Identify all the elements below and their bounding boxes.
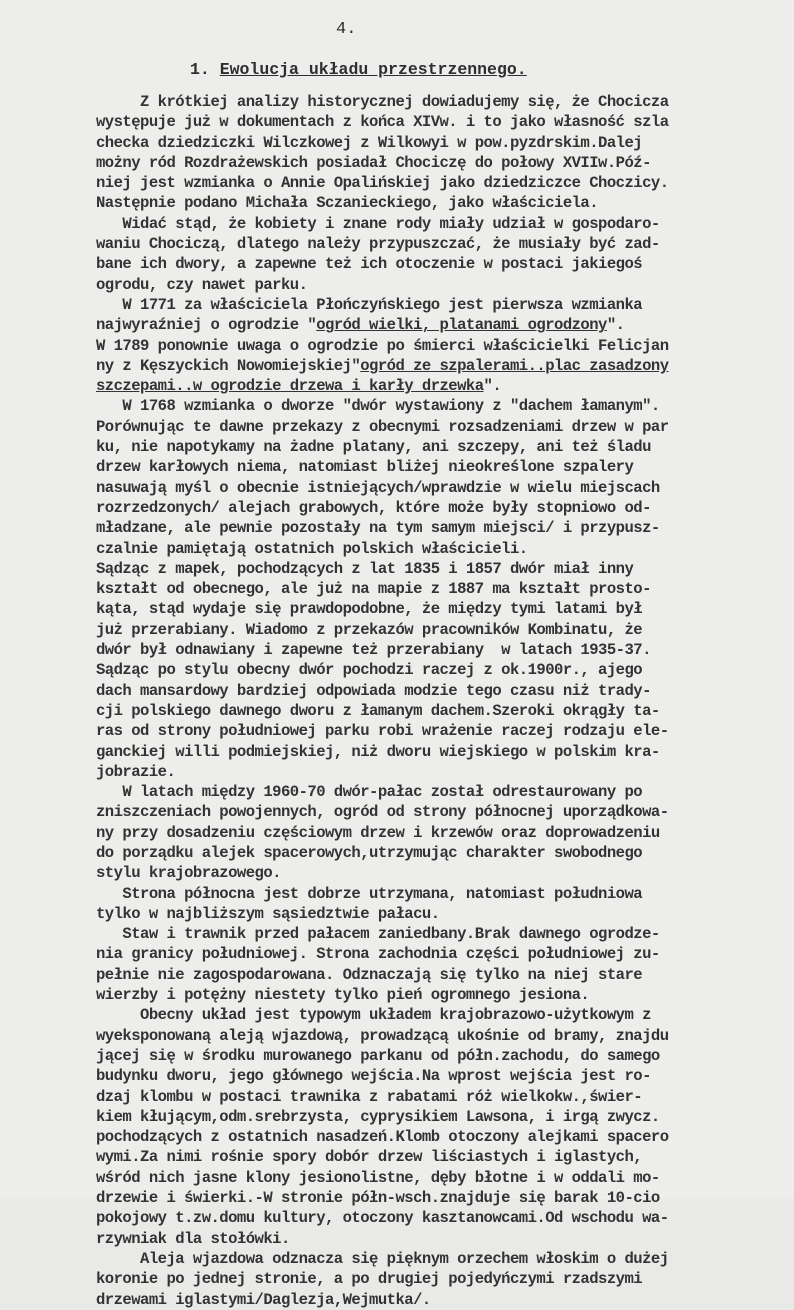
text-line: kształt od obecnego, ale już na mapie z 1887 ma kształt prosto- — [96, 580, 651, 599]
section-number: 1. — [190, 60, 210, 79]
text-line: W 1771 za właściciela Płończyńskiego jest pierwsza wzmianka — [96, 295, 643, 314]
text-line: Sądząc z mapek, pochodzących z lat 1835 i 1857 dwór miał inny — [96, 559, 634, 578]
text-line: Z krótkiej analizy historycznej dowiadujemy się, że Chocicza — [96, 93, 669, 111]
text-line: Widać stąd, że kobiety i znane rody miały udział w gospodaro- — [96, 214, 660, 233]
text-line: rzywniak dla stołówki. — [96, 1229, 290, 1248]
text-line: W latach między 1960-70 dwór-pałac został odrestaurowany po — [96, 783, 643, 802]
text-line: stylu krajobrazowego. — [96, 864, 281, 883]
text-line: możny ród Rozdrażewskich posiadał Chociczę do połowy XVIIw.Póź- — [96, 153, 651, 172]
text-line: Porównując te dawne przekazy z obecnymi rozsadzeniami drzew w par — [96, 417, 669, 436]
section-title: Ewolucja układu przestrzennego. — [219, 60, 527, 79]
page-number: 4. — [336, 20, 357, 39]
text-line: cji polskiego dawnego dworu z łamanym dachem.Szeroki okrągły ta- — [96, 701, 660, 720]
text-line: do porządku alejek spacerowych,utrzymując charakter swobodnego — [96, 843, 643, 862]
text-line: najwyraźniej o ogrodzie "ogród wielki, platanami ogrodzony". — [96, 316, 625, 335]
text-line: ras od strony południowej parku robi wrażenie raczej rodzaju ele- — [96, 722, 669, 741]
text-line: pochodzących z ostatnich nasadzeń.Klomb otoczony alejkami spacero — [96, 1128, 669, 1147]
text-line: zniszczeniach powojennych, ogród od strony północnej uporządkowa- — [96, 803, 669, 822]
text-line: drzew karłowych niema, natomiast bliżej nieokreślone szpalery — [96, 458, 634, 477]
text-line: waniu Chociczą, dlatego należy przypuszczać, że musiały być zad- — [96, 235, 660, 254]
text-line: wymi.Za nimi rośnie spory dobór drzew liściastych i iglastych, — [96, 1148, 643, 1167]
section-heading — [190, 60, 527, 79]
text-line: już przerabiany. Wiadomo z przekazów pracowników Kombinatu, że — [96, 620, 643, 639]
text-line: ogrodu, czy nawet parku. — [96, 275, 308, 294]
text-line: dach mansardowy bardziej odpowiada modzie tego czasu niż trady- — [96, 681, 651, 700]
text-line: nia granicy południowej. Strona zachodnia części południowej zu- — [96, 945, 660, 964]
text-line: kąta, stąd wydaje się prawdopodobne, że między tymi latami był — [96, 600, 643, 619]
text-line: checka dziedziczki Wilczkowej z Wilkowyi w pow.pyzdrskim.Dalej — [96, 133, 643, 152]
text-line: Następnie podano Michała Sczanieckiego, jako właściciela. — [96, 194, 599, 213]
text-line: ny z Kęszyckich Nowomiejskiej"ogród ze szpalerami..plac zasadzony — [96, 356, 669, 375]
text-line: pokojowy t.zw.domu kultury, otoczony kasztanowcami.Od wschodu wa- — [96, 1209, 669, 1228]
text-line: Obecny układ jest typowym układem krajobrazowo-użytkowym z — [96, 1006, 651, 1025]
text-line: Sądząc po stylu obecny dwór pochodzi raczej z ok.1900r., ajego — [96, 661, 643, 680]
text-line: jącej się w środku murowanego parkanu od półn.zachodu, do samego — [96, 1046, 660, 1065]
text-line: czalnie pamiętają ostatnich polskich właścicieli. — [96, 539, 528, 558]
text-line: mładzane, ale pewnie pozostały na tym samym miejsci/ i przypusz- — [96, 519, 660, 538]
document-body — [96, 92, 786, 1310]
text-line: Strona północna jest dobrze utrzymana, natomiast południowa — [96, 884, 643, 903]
text-line: Staw i trawnik przed pałacem zaniedbany.Brak dawnego ogrodze- — [96, 925, 660, 944]
text-line: pełnie nie zagospodarowana. Odznaczają się tylko na niej stare — [96, 965, 643, 984]
text-line: wierzby i potężny niestety tylko pień ogromnego jesiona. — [96, 986, 590, 1005]
text-line: koronie po jednej stronie, a po drugiej pojedyńczymi rzadszymi — [96, 1270, 643, 1289]
text-line: szczepami..w ogrodzie drzewa i karły drzewka". — [96, 377, 502, 396]
text-line: budynku dworu, jego głównego wejścia.Na wprost wejścia jest ro- — [96, 1067, 651, 1086]
text-line: W 1768 wzmianka o dworze "dwór wystawiony z "dachem łamanym". — [96, 397, 660, 416]
text-line: ganckiej willi podmiejskiej, niż dworu wiejskiego w polskim kra- — [96, 742, 660, 761]
text-line: wśród nich jasne klony jesionolistne, dęby błotne i w oddali mo- — [96, 1168, 660, 1187]
text-line: drzewami iglastymi/Daglezja,Wejmutka/. — [96, 1290, 431, 1309]
text-line: kiem kłującym,odm.srebrzysta, cyprysikiem Lawsona, i irgą zwycz. — [96, 1107, 660, 1126]
text-line: dwór był odnawiany i zapewne też przerabiany w latach 1935-37. — [96, 641, 651, 660]
text-line: ku, nie napotykamy na żadne platany, ani szczepy, ani też śladu — [96, 438, 651, 457]
text-line: rozrzedzonych/ alejach grabowych, które może były stopniowo od- — [96, 498, 651, 517]
text-line: ny przy dosadzeniu częściowym drzew i krzewów oraz doprowadzeniu — [96, 823, 660, 842]
text-line: Aleja wjazdowa odznacza się pięknym orzechem włoskim o dużej — [96, 1249, 669, 1268]
text-line: nasuwają myśl o obecnie istniejących/wprawdzie w wielu miejscach — [96, 478, 660, 497]
text-line: występuje już w dokumentach z końca XIVw. i to jako własność szla — [96, 113, 669, 132]
text-line: bane ich dwory, a zapewne też ich otoczenie w postaci jakiegoś — [96, 255, 643, 274]
text-line: drzewie i świerki.-W stronie półn-wsch.znajduje się barak 10-cio — [96, 1189, 660, 1208]
text-line: tylko w najbliższym sąsiedztwie pałacu. — [96, 904, 440, 923]
text-line: niej jest wzmianka o Annie Opalińskiej jako dziedziczce Choczicy. — [96, 174, 669, 193]
text-line: wyeksponowaną aleją wjazdową, prowadzącą ukośnie od bramy, znajdu — [96, 1026, 669, 1045]
text-line: jobrazie. — [96, 762, 176, 781]
text-line: W 1789 ponownie uwaga o ogrodzie po śmierci właścicielki Felicjan — [96, 336, 669, 355]
text-line: dzaj klombu w postaci trawnika z rabatami róż wielkokw.,świer- — [96, 1087, 643, 1106]
